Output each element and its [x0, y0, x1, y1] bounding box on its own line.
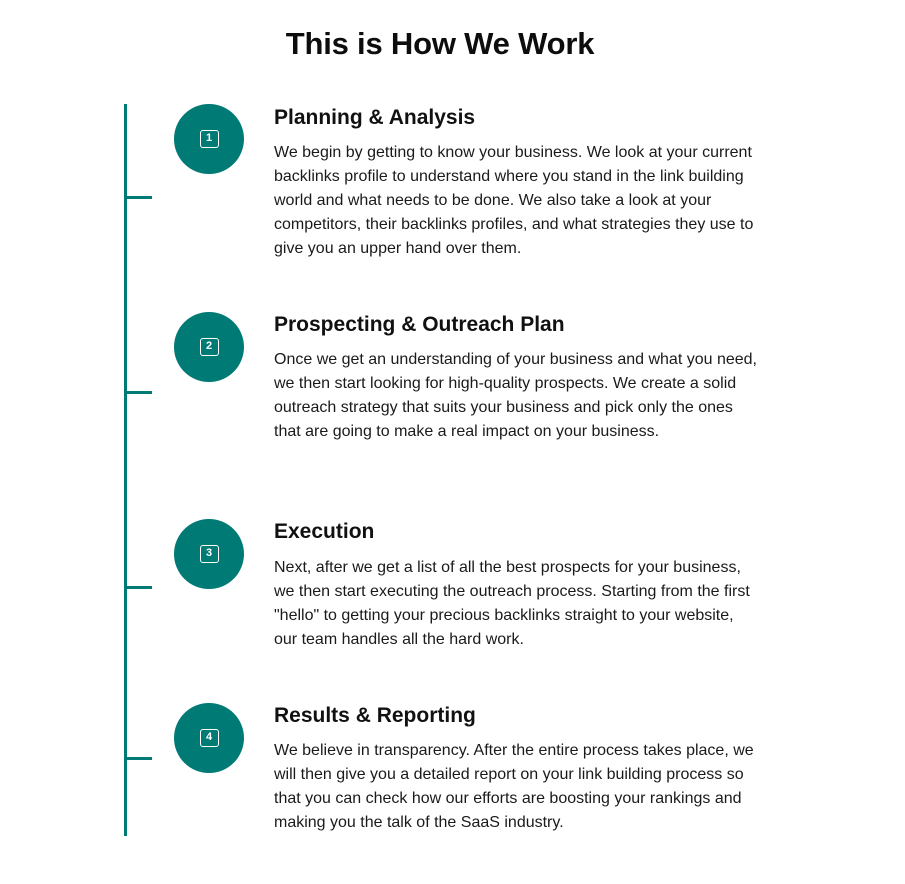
page-title: This is How We Work	[285, 26, 595, 61]
step-4-title: Results & Reporting	[274, 704, 476, 727]
step-2-title: Prospecting & Outreach Plan	[274, 313, 565, 336]
step-3-number-icon: 3	[200, 545, 219, 563]
step-3-description: Next, after we get a list of all the best prospects for your business, we then start executing the outreach process. Starting from the first "hello" to getting your precious backlinks straight to your website, our team handles all the hard work.	[274, 559, 750, 648]
step-2-number-icon: 2	[200, 338, 219, 356]
timeline-tick	[127, 391, 152, 394]
timeline-tick	[127, 196, 152, 199]
step-2-badge	[174, 312, 244, 382]
timeline-tick	[127, 757, 152, 760]
step-1-badge	[174, 104, 244, 174]
step-4-description: We believe in transparency. After the entire process takes place, we will then give you a detailed report on your link building process so that you can check how our efforts are boosting your rankings and making you the talk of the SaaS industry.	[274, 742, 754, 831]
step-4-number-icon: 4	[200, 729, 219, 747]
step-2-description: Once we get an understanding of your business and what you need, we then start looking for high-quality prospects. We create a solid outreach strategy that suits your business and pick only the ones that are going to make a real impact on your business.	[274, 351, 757, 440]
timeline-line	[124, 104, 127, 836]
step-1-title: Planning & Analysis	[274, 106, 476, 129]
timeline-tick	[127, 586, 152, 589]
step-1-description: We begin by getting to know your business. We look at your current backlinks profile to understand where you stand in the link building world and what needs to be done. We also take a look at your competitors, their backlinks profiles, and what strategies they use to give you an upper hand over them.	[274, 144, 754, 257]
step-3-badge	[174, 519, 244, 589]
step-3-title: Execution	[274, 520, 375, 543]
step-1-number-icon: 1	[200, 130, 219, 148]
step-4-badge	[174, 703, 244, 773]
